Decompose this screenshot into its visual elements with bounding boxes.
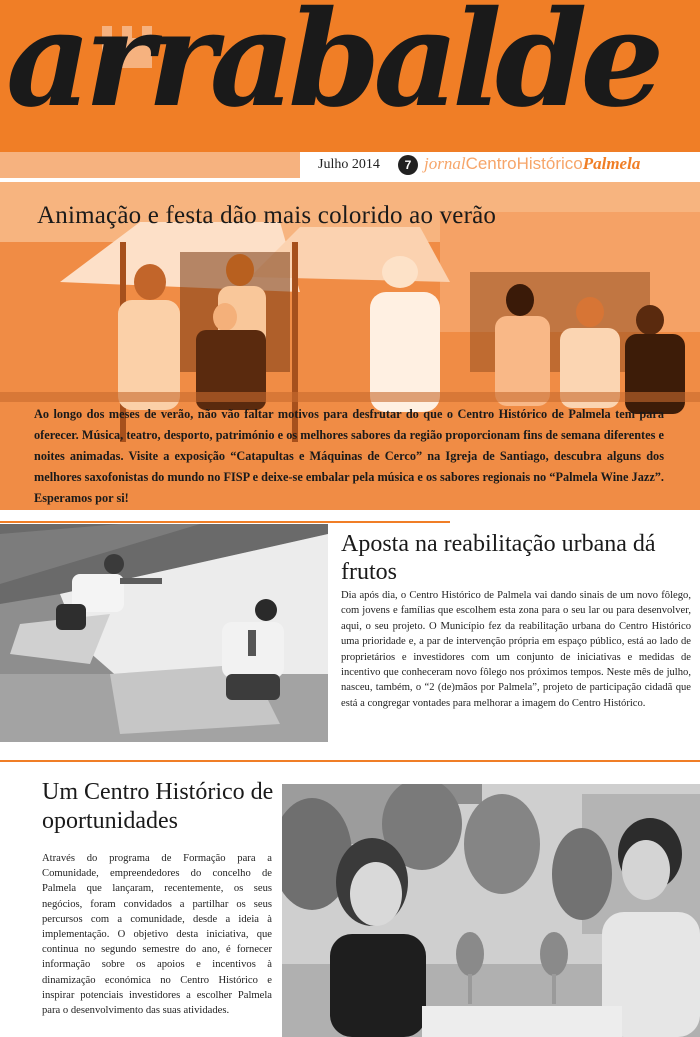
hero-section [0,182,700,510]
rehabilitation-workers-photo [0,524,328,742]
section3-headline: Um Centro Histórico de oportunidades [42,779,274,834]
masthead [0,0,700,152]
section3-top-rule [0,760,700,762]
issue-number-badge: 7 [398,155,418,175]
brand-jornal: jornal [424,154,466,173]
brand-palmela: Palmela [582,154,641,173]
section3-body: Através do programa de Formação para a Comunidade, empreendedores do concelho de Palmela que lançaram, recentemente, os seus negócios, foram convidados a partilhar os seus percursos com a comunidade, desde a ideia à implementação. O objetivo desta iniciativa, que continua no segundo semestre do ano, é fornecer informação sobre os apoios e incentivos à dinamização económica no Centro Histórico e inspirar potenciais investidores a escolher Palmela para o desenvolvimento das suas atividades. [42,853,272,1017]
issue-date: Julho 2014 [318,157,380,172]
section2-headline: Aposta na reabilitação urbana dá frutos [341,531,656,585]
section2-top-rule [0,521,450,523]
masthead-subbar [0,152,700,178]
masthead-logo-title: arrabalde [6,0,658,137]
hero-lead-paragraph: Ao longo dos meses de verão, não vão faltar motivos para desfrutar do que o Centro Histórico de Palmela tem para oferecer. Música, teatro, desporto, património e os melhores sabores da região proporcionam fins de semana diferentes e noites animadas. Visite a exposição “Catapultas e Máquinas de Cerco” na Igreja de Santiago, descubra alguns dos melhores saxofonistas do mundo no FISP e deixe-se embalar pela música e os sabores regionais no “Palmela Wine Jazz”. Esperamos por si! [34,407,664,505]
subbar-accent-strip [0,152,300,178]
section2-body: Dia após dia, o Centro Histórico de Palmela vai dando sinais de um novo fôlego, com jovens e famílias que escolhem esta zona para o seu lar ou para desenvolver, aqui, o seu projeto. O Município fez da reabilitação urbana do Centro Histórico uma prioridade e, a par de intervenção própria em espaço público, está ao lado de proprietários e investidores com um conjunto de iniciativas e medidas de incentivo que conheceram novo fôlego nos próximos tempos. Neste mês de julho, nasceu, também, o “2 (de)mãos por Palmela”, projeto de participação cidadã que está a congregar vontades para melhorar a imagem do Centro Histórico. [341,590,691,709]
brand-centro-historico: CentroHistórico [465,154,583,173]
publication-brand [424,154,640,174]
entrepreneurs-photo [282,784,700,1037]
hero-headline: Animação e festa dão mais colorido ao verão [37,202,497,229]
